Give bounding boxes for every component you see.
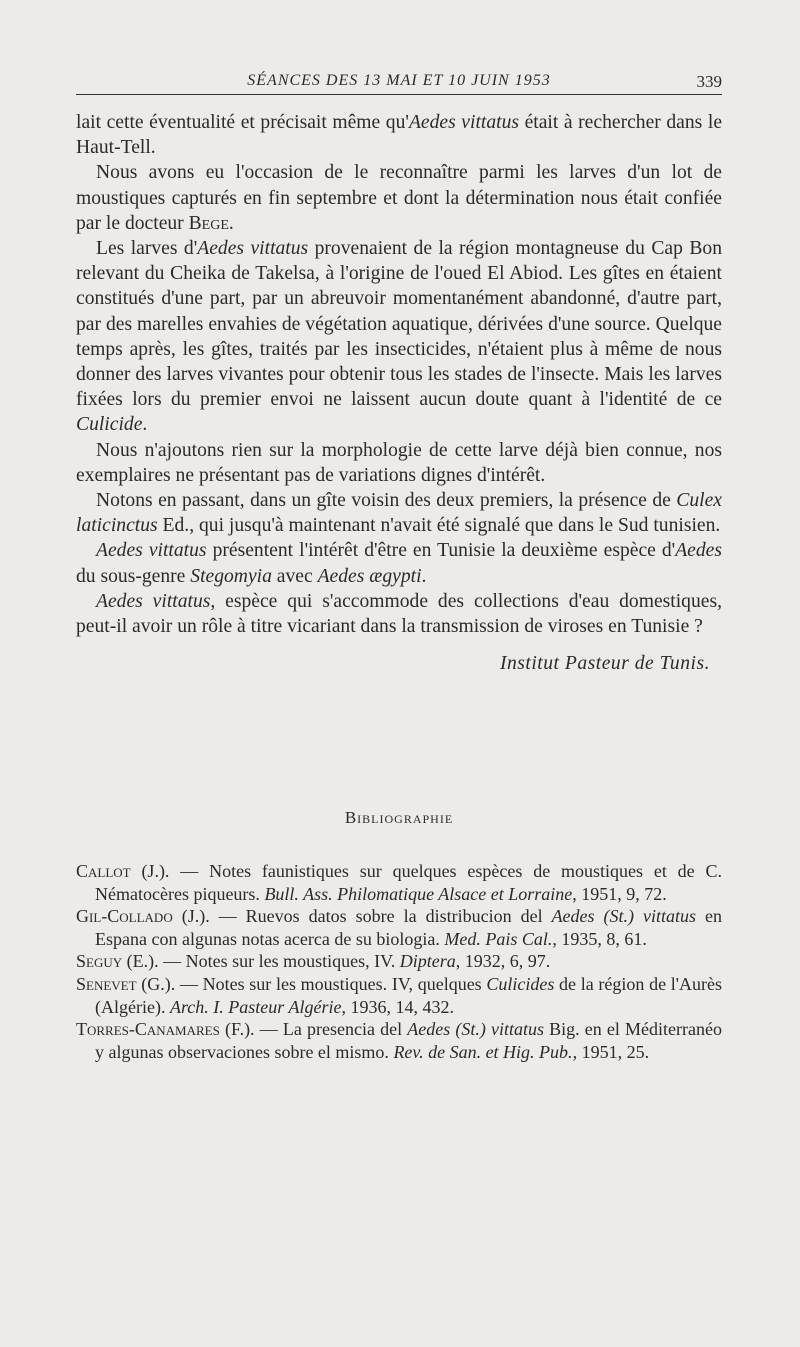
signature: Institut Pasteur de Tunis. xyxy=(499,653,710,675)
text: présentent l'intérêt d'être en Tunisie la deuxième espèce d' xyxy=(206,540,676,562)
text: Les larves d' xyxy=(96,238,198,260)
text: (E.). — Notes sur les moustiques, IV. xyxy=(122,951,400,972)
species-name: Aedes (St.) vittatus xyxy=(407,1019,544,1040)
journal-title: Diptera xyxy=(399,951,456,972)
paragraph-1 xyxy=(76,110,722,160)
species-name: Aedes (St.) vittatus xyxy=(551,906,697,927)
text: (J.). — Ruevos datos sobre la distribucion del xyxy=(172,906,552,927)
bibliography-entry xyxy=(76,905,722,950)
text: provenaient de la région montagneuse du Cap Bon relevant du Cheika de Takelsa, à l'origine de l'oued El Abiod. Les gîtes en étaient constitués d'une part, par un abreuvoir momentanément abandonné, d'autre part, par des marelles envahies de végétation aquatique, dérivées d'une source. Quelque temps après, les gîtes, traités par les insecticides, n'étaient plus à même de nous donner des larves vivantes pour obtenir tous les stades de l'insecte. Mais les larves fixées lors du premier envoi ne laissent aucun doute quant à l'identité de ce xyxy=(76,238,722,411)
paragraph-4 xyxy=(76,438,722,488)
species-name: Culex laticinctus xyxy=(76,490,722,537)
text: . xyxy=(421,565,427,587)
text: (G.). — Notes sur les moustiques. IV, quelques xyxy=(136,973,487,994)
text: Nous n'ajoutons rien sur la morphologie de cette larve déjà bien connue, nos exemplaires ne présentant pas de variations dignes d'intérêt. xyxy=(76,439,722,486)
page-number: 339 xyxy=(696,72,722,91)
text: en Espana con algunas notas acerca de su biologia. xyxy=(95,906,722,949)
journal-title: Arch. I. Pasteur Algérie xyxy=(169,996,342,1017)
running-head xyxy=(76,70,722,95)
text: (F.). — La presencia del xyxy=(219,1019,408,1040)
paragraph-3 xyxy=(76,236,722,438)
entry-author: Seguy xyxy=(76,951,123,972)
bibliography-entry xyxy=(76,1018,722,1063)
journal-title: Bull. Ass. Philomatique Alsace et Lorraine xyxy=(264,883,573,904)
species-name: Aedes vittatus xyxy=(197,238,309,260)
text: , 1951, 9, 72. xyxy=(572,883,667,904)
genus-name: Aedes xyxy=(675,540,722,562)
text: Ed., qui jusqu'à maintenant n'avait été signalé que dans le Sud tunisien. xyxy=(157,515,721,537)
text: Nous avons eu l'occasion de le reconnaître parmi les larves d'un lot de moustiques capturés en fin septembre et dont la détermination nous était confiée par le docteur xyxy=(76,162,722,234)
species-name: Aedes ægypti xyxy=(317,565,422,587)
text: Big. en el Méditerranéo y algunas observaciones sobre el mismo. xyxy=(95,1019,722,1062)
text: , espèce qui s'accommode des collections d'eau domestiques, peut-il avoir un rôle à titre vicariant dans la transmission de viroses en Tunisie ? xyxy=(76,590,722,638)
text: du sous-genre xyxy=(76,565,191,587)
text: . xyxy=(142,414,148,436)
text: , 1951, 25. xyxy=(572,1041,650,1062)
text: , 1936, 14, 432. xyxy=(341,996,454,1017)
taxon-name: Culicide xyxy=(76,414,143,436)
bibliography-entry xyxy=(76,973,722,1018)
text: , 1932, 6, 97. xyxy=(455,951,551,972)
paragraph-5 xyxy=(76,488,722,538)
text: Notons en passant, dans un gîte voisin des deux premiers, la présence de xyxy=(96,490,677,512)
entry-author: Gil-Collado xyxy=(76,906,173,927)
taxon-name: Culicides xyxy=(486,973,555,994)
article-body xyxy=(76,110,722,676)
journal-title: Med. Pais Cal. xyxy=(444,928,553,949)
bibliography-list xyxy=(76,860,722,1063)
running-head-title: SÉANCES DES 13 MAI ET 10 JUIN 1953 xyxy=(247,72,551,89)
species-name: Aedes vittatus xyxy=(96,540,207,562)
bibliography-entry xyxy=(76,950,722,973)
paragraph-7 xyxy=(76,589,722,639)
subgenus-name: Stegomyia xyxy=(190,565,272,587)
person-name: Bege xyxy=(188,212,229,234)
text: , 1935, 8, 61. xyxy=(552,928,647,949)
paragraph-6 xyxy=(76,538,722,588)
text: de la région de l'Aurès (Algérie). xyxy=(95,973,722,1017)
text: lait cette éventualité et précisait même qu' xyxy=(76,112,409,133)
bibliography-title: Bibliographie xyxy=(344,808,454,827)
species-name: Aedes vittatus xyxy=(96,590,211,612)
text: (J.). — Notes faunistiques sur quelques espèces de moustiques et de C. Nématocères piqueurs. xyxy=(95,861,722,904)
paragraph-2 xyxy=(76,160,722,236)
journal-title: Rev. de San. et Hig. Pub. xyxy=(393,1041,573,1062)
text: . xyxy=(228,212,234,234)
text: était à rechercher dans le Haut-Tell. xyxy=(76,112,723,159)
bibliography-entry xyxy=(76,860,722,905)
entry-author: Callot xyxy=(76,861,131,881)
species-name: Aedes vittatus xyxy=(408,112,519,133)
text: avec xyxy=(271,565,318,587)
entry-author: Senevet xyxy=(76,973,137,994)
entry-author: Torres-Canamares xyxy=(76,1019,220,1040)
